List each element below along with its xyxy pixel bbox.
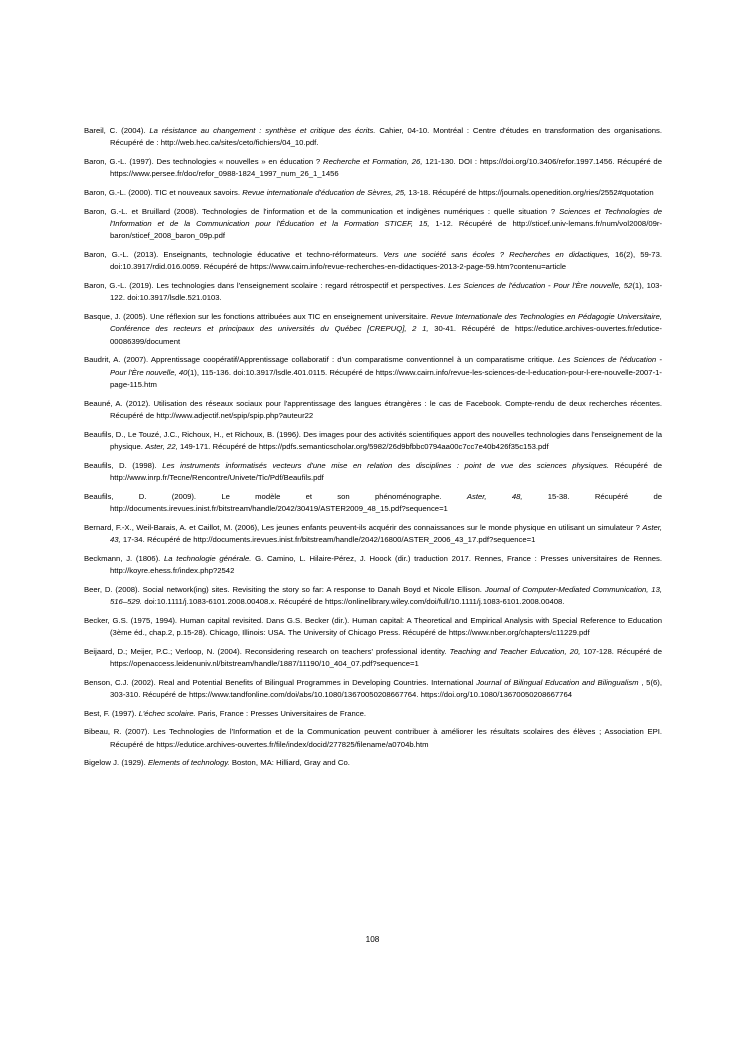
- reference-title-italic: Les Sciences de l'éducation - Pour l'Ère nouvelle, 52: [448, 281, 633, 290]
- reference-list: [84, 125, 662, 770]
- reference-text: 15-38. Récupéré de http://documents.irevues.inist.fr/bitstream/handle/2042/30419/ASTER2009_48_15.pdf?sequence=1: [110, 491, 662, 514]
- reference-text: Baron, G.-L. (2013). Enseignants, technologie éducative et techno-réformateurs.: [84, 250, 384, 259]
- reference-entry: [84, 206, 662, 243]
- reference-entry: [84, 460, 662, 485]
- reference-entry: [84, 249, 662, 274]
- reference-entry: [84, 584, 662, 609]
- reference-title-italic: Journal of Computer-Mediated Communication, 13, 516–529.: [110, 584, 662, 607]
- reference-entry: [84, 522, 662, 547]
- reference-entry: [84, 429, 662, 454]
- reference-title-italic: Revue Internationale des Technologies en Pédagogie Universitaire, Conférence des recteurs et principaux des universités du Québec [CREPUQ], 2 1,: [110, 312, 663, 334]
- reference-text: Beauné, A. (2012). Utilisation des réseaux sociaux pour l'apprentissage des langues étrangères : le cas de Facebook. Compte-rendu de deux recherches récentes. Récupéré de http://www.adjectif.net/spip/spip.php?auteur22: [84, 398, 662, 421]
- reference-entry: [84, 708, 662, 720]
- reference-title-italic: La technologie générale.: [164, 553, 252, 563]
- reference-entry: [84, 398, 662, 423]
- reference-text: 107-128. Récupéré de https://openaccess.leidenuniv.nl/bitstream/handle/1887/11190/10_404_07.pdf?sequence=1: [110, 646, 662, 669]
- reference-text: . Des images pour des activités scientifiques apport des nouvelles technologies dans l'enseignement de la physique.: [110, 429, 662, 452]
- reference-text: (1), 115-136. doi:10.3917/lsdle.401.0115. Récupéré de https://www.cairn.info/revue-les-sciences-de-l-education-pour-l-ere-nouvelle-2007-1-page-115.htm: [110, 367, 662, 390]
- reference-text: Beer, D. (2008). Social network(ing) sites. Revisiting the story so far: A response to Danah Boyd et Nicole Ellison.: [84, 584, 485, 594]
- page-number: 108: [365, 935, 380, 944]
- reference-text: Beijaard, D.; Meijer, P.C.; Verloop, N. (2004). Reconsidering research on teachers' professional identity.: [84, 646, 450, 656]
- reference-text: 13-18. Récupéré de https://journals.openedition.org/ries/2552#quotation: [406, 188, 654, 197]
- reference-text: G. Camino, L. Hilaire-Pérez, J. Hoock (dir.) traduction 2017. Rennes, France : Presses universitaires de Rennes. http://koyre.ehess.fr/index.php?2542: [110, 553, 662, 576]
- reference-text: Becker, G.S. (1975, 1994). Human capital revisited. Dans G.S. Becker (dir.). Human capital: A Theoretical and Empirical Analysis with Special Reference to Education (3ème éd., chap.2, p.15-28). Chicago, Illinois: USA. The University of Chicago Press. Récupéré de https://www.nber.org/chapters/c11229.pdf: [84, 615, 662, 638]
- reference-title-italic: Elements of technology.: [147, 758, 230, 768]
- reference-entry: [84, 280, 662, 305]
- reference-text: Basque, J. (2005). Une réflexion sur les fonctions attribuées aux TIC en enseignement universitaire.: [84, 312, 431, 321]
- reference-entry: [84, 156, 662, 181]
- reference-title-italic: La résistance au changement : synthèse et critique des écrits.: [149, 126, 376, 135]
- reference-text: Baron, G.-L. et Bruillard (2008). Technologies de l'information et de la communication et indigènes numériques : quelle situation ?: [84, 206, 560, 216]
- reference-title-italic: Recherche et Formation, 26,: [323, 157, 423, 166]
- reference-text: (1), 103-122. doi:10.3917/lsdle.521.0103.: [110, 281, 663, 303]
- reference-text: 149-171. Récupéré de https://pdfs.semanticscholar.org/5982/26d9bfbbc0794aa00c7cc7e40b426f35c153.pdf: [177, 442, 549, 452]
- reference-text: Bibeau, R. (2007). Les Technologies de l'Information et de la Communication peuvent contribuer à améliorer les résultats scolaires des élèves ; Association EPI. Récupéré de https://edutice.archives-ouvertes.fr/file/index/docid/277825/filename/a0704b.htm: [84, 727, 662, 749]
- reference-text: Beckmann, J. (1806).: [84, 553, 165, 563]
- reference-entry: [84, 646, 662, 671]
- reference-title-italic: Teaching and Teacher Education, 20,: [449, 646, 581, 656]
- reference-text: Cahier, 04-10. Montréal : Centre d'études en transformation des organisations. Récupéré de : http://web.hec.ca/sites/ceto/fichiers/04_10.pdf.: [110, 126, 662, 148]
- reference-title-italic: Les Sciences de l'éducation - Pour l'Ère nouvelle, 40: [110, 355, 662, 377]
- reference-text: 30-41. Récupéré de https://edutice.archives-ouvertes.fr/edutice-00086399/document: [110, 324, 662, 346]
- reference-text: Benson, C.J. (2002). Real and Potential Benefits of Bilingual Programmes in Developing Countries. International: [84, 677, 477, 687]
- reference-title-italic: ): [296, 429, 299, 439]
- reference-title-italic: Aster, 48,: [466, 491, 523, 501]
- reference-text: Beaufils, D. (2009). Le modèle et son phénoménographe.: [84, 491, 467, 501]
- reference-text: 121-130. DOI : https://doi.org/10.3406/refor.1997.1456. Récupéré de https://www.persee.fr/doc/refor_0988-1824_1997_num_26_1_1456: [110, 157, 662, 179]
- reference-text: Paris, France : Presses Universitaires de France.: [195, 708, 366, 718]
- reference-text: Beaufils, D., Le Touzé, J.C., Richoux, H., et Richoux, B. (1996: [84, 429, 297, 439]
- reference-text: Baron, G.-L. (1997). Des technologies « nouvelles » en éducation ?: [84, 157, 324, 166]
- reference-text: Baudrit, A. (2007). Apprentissage coopératif/Apprentissage collaboratif : d'un comparatisme conventionnel à un comparatisme critique.: [84, 355, 558, 365]
- reference-title-italic: Les instruments informatisés vecteurs d'une mise en relation des disciplines : point de vue des sciences physiques.: [162, 460, 609, 470]
- reference-text: Best, F. (1997).: [84, 708, 139, 718]
- reference-entry: [84, 354, 662, 391]
- reference-title-italic: Journal of Bilingual Education and Bilingualism: [476, 677, 642, 687]
- reference-entry: [84, 311, 662, 348]
- reference-text: Bigelow J. (1929).: [84, 758, 148, 768]
- reference-entry: [84, 757, 662, 769]
- reference-title-italic: Sciences et Technologies de l'Information et de la Communication pour l'Éducation et la Formation STICEF, 15,: [110, 206, 663, 228]
- reference-title-italic: L'échec scolaire.: [138, 708, 196, 718]
- reference-entry: [84, 491, 662, 516]
- reference-entry: [84, 726, 662, 751]
- reference-entry: [84, 553, 662, 578]
- reference-text: 17-34. Récupéré de http://documents.irevues.inist.fr/bitstream/handle/2042/16800/ASTER_2006_43_17.pdf?sequence=1: [120, 535, 536, 545]
- reference-entry: [84, 615, 662, 640]
- reference-title-italic: Vers une société sans écoles ? Recherches en didactiques,: [383, 250, 610, 259]
- reference-entry: [84, 677, 662, 702]
- reference-text: Baron, G.-L. (2019). Les technologies dans l'enseignement scolaire : regard rétrospectif et perspectives.: [84, 281, 449, 290]
- reference-text: 1-12. Récupéré de http://sticef.univ-lemans.fr/num/vol2008/09r-baron/sticef_2008_baron_09p.pdf: [110, 219, 662, 241]
- reference-text: Bernard, F.-X., Weil-Barais, A. et Caillot, M. (2006), Les jeunes enfants peuvent-ils acquérir des connaissances sur le monde physique en utilisant un simulateur ?: [84, 522, 643, 532]
- reference-title-italic: Revue internationale d'éducation de Sèvres, 25,: [242, 188, 407, 197]
- reference-title-italic: Aster, 43,: [110, 522, 662, 545]
- reference-title-italic: Aster, 22,: [145, 442, 178, 452]
- reference-text: Bareil, C. (2004).: [84, 126, 150, 135]
- reference-text: Boston, MA: Hilliard, Gray and Co.: [229, 758, 350, 768]
- reference-text: Beaufils, D. (1998).: [84, 460, 163, 470]
- reference-text: Récupéré de http://www.inrp.fr/Tecne/Rencontre/Univete/Tic/Pdf/Beaufils.pdf: [110, 460, 662, 483]
- reference-entry: [84, 125, 662, 150]
- reference-text: Baron, G.-L. (2000). TIC et nouveaux savoirs.: [84, 188, 243, 197]
- reference-text: doi:10.1111/j.1083-6101.2008.00408.x. Récupéré de https://onlinelibrary.wiley.com/doi/full/10.1111/j.1083-6101.2008.00408.: [142, 597, 565, 607]
- reference-text: , 5(6), 303-310. Récupéré de https://www.tandfonline.com/doi/abs/10.1080/13670050208667764. https://doi.org/10.1080/13670050208667764: [110, 677, 662, 700]
- reference-text: 16(2), 59-73. doi:10.3917/rdid.016.0059. Récupéré de https://www.cairn.info/revue-recherches-en-didactiques-2013-2-page-59.htm?contenu=article: [110, 250, 662, 272]
- reference-entry: [84, 187, 662, 199]
